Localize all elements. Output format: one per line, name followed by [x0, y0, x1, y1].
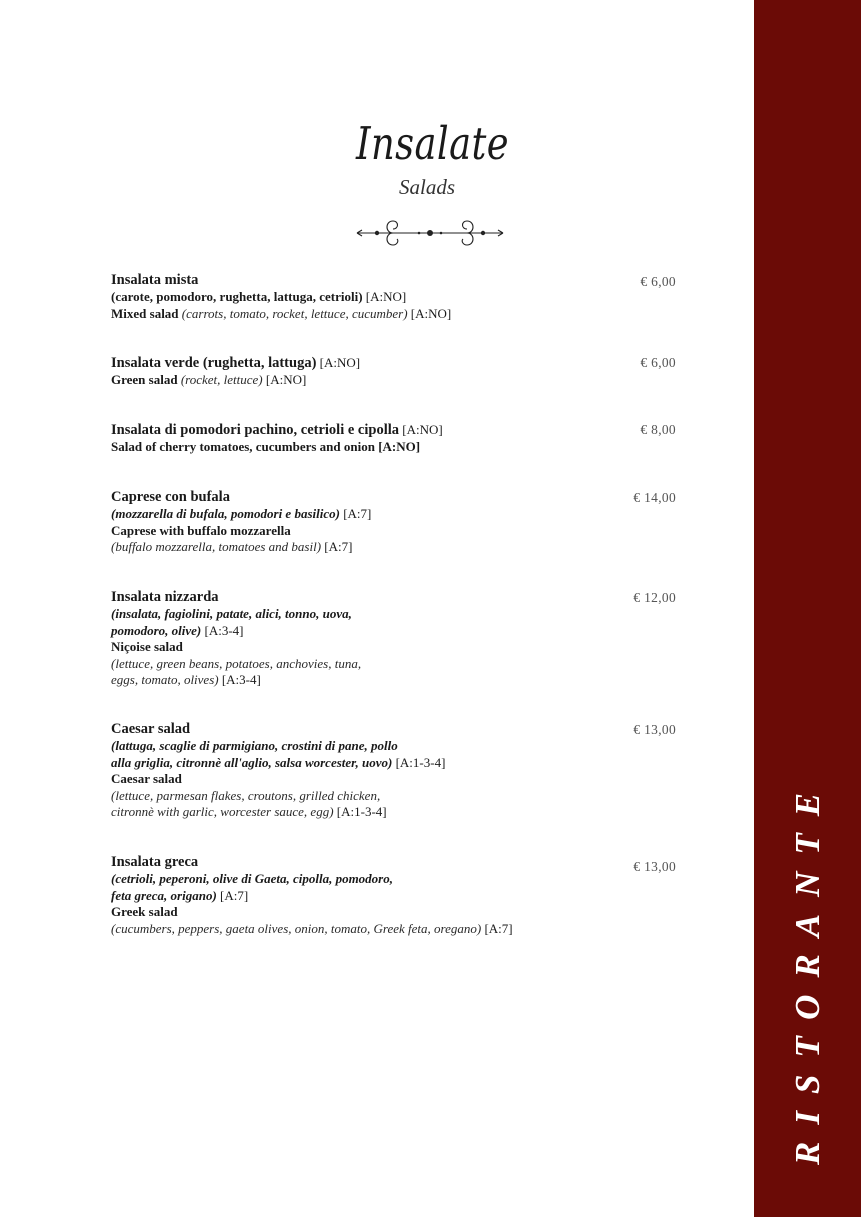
item-allergens: [A:NO]	[319, 355, 361, 370]
item-name: Insalata di pomodori pachino, cetrioli e cipolla	[111, 422, 399, 438]
item-allergens-en: [A:NO]	[265, 372, 307, 387]
item-english-name: Caprese with buffalo mozzarella	[111, 522, 291, 538]
item-allergens: [A:3-4]	[204, 622, 244, 638]
item-ingredients: (cetrioli, peperoni, olive di Gaeta, cipolla, pomodoro,	[111, 871, 393, 886]
item-ingredients: (lattuga, scaglie di parmigiano, crostini di pane, pollo	[111, 738, 398, 753]
item-allergens-en: [A:1-3-4]	[336, 804, 387, 819]
item-english-ingredients: (carrots, tomato, rocket, lettuce, cucumber)	[181, 305, 408, 321]
item-english-name: Mixed salad	[111, 305, 179, 321]
item-allergens: [A:NO]	[365, 289, 407, 304]
item-allergens: [A:7]	[343, 506, 372, 521]
item-ingredients: (carote, pomodoro, rughetta, lattuga, cetrioli)	[111, 289, 363, 304]
item-price: € 14,00	[633, 490, 676, 505]
item-allergens-en: [A:7]	[324, 539, 353, 554]
item-english-ingredients: (cucumbers, peppers, gaeta olives, onion, tomato, Greek feta, oregano)	[111, 920, 482, 936]
item-english-name: Caesar salad	[111, 771, 182, 786]
item-english-name: Salad of cherry tomatoes, cucumbers and onion [A:NO]	[111, 439, 421, 454]
item-english-ingredients: (buffalo mozzarella, tomatoes and basil)	[111, 539, 322, 554]
sidebar-label: RISTORANTE	[788, 775, 827, 1165]
item-price: € 8,00	[640, 422, 676, 437]
item-english-ingredients: (lettuce, parmesan flakes, croutons, grilled chicken,	[111, 787, 381, 803]
item-ingredients: (mozzarella di bufala, pomodori e basilico)	[111, 506, 340, 521]
item-name: Caprese con bufala	[111, 489, 230, 505]
item-allergens: [A:1-3-4]	[395, 754, 446, 770]
item-ingredients-cont: feta greca, origano)	[111, 887, 217, 903]
item-ingredients-cont: alla griglia, citronnè all'aglio, salsa worcester, uovo)	[111, 754, 393, 770]
item-english-name: Green salad	[111, 372, 178, 387]
item-allergens: [A:7]	[220, 887, 249, 903]
item-english-ingredients: (lettuce, green beans, potatoes, anchovies, tuna,	[111, 655, 362, 671]
item-english-name: Greek salad	[111, 904, 178, 919]
item-ingredients-cont: pomodoro, olive)	[111, 622, 202, 638]
item-english-ingredients-cont: eggs, tomato, olives)	[111, 672, 219, 687]
item-english-ingredients: (rocket, lettuce)	[180, 372, 263, 387]
page-subtitle: Salads	[399, 175, 456, 199]
item-name: Caesar salad	[111, 721, 191, 737]
item-price: € 12,00	[633, 590, 676, 605]
item-ingredients: (insalata, fagiolini, patate, alici, tonno, uova,	[111, 606, 352, 621]
item-price: € 13,00	[633, 859, 676, 874]
item-price: € 13,00	[633, 722, 676, 737]
page-title: Insalate	[356, 117, 510, 170]
item-english-ingredients-cont: citronnè with garlic, worcester sauce, egg)	[111, 804, 334, 819]
item-name: Insalata greca	[111, 854, 199, 870]
item-allergens-en: [A:3-4]	[221, 672, 261, 687]
item-name: Insalata verde (rughetta, lattuga)	[111, 355, 317, 371]
item-english-name: Niçoise salad	[111, 639, 183, 654]
item-price: € 6,00	[640, 355, 676, 370]
item-price: € 6,00	[640, 274, 676, 289]
item-allergens-en: [A:NO]	[410, 305, 452, 321]
item-allergens-en: [A:7]	[484, 920, 513, 936]
item-allergens: [A:NO]	[402, 422, 443, 437]
item-name: Insalata nizzarda	[111, 589, 219, 605]
item-name: Insalata mista	[111, 272, 199, 288]
ornament-divider	[355, 217, 505, 247]
